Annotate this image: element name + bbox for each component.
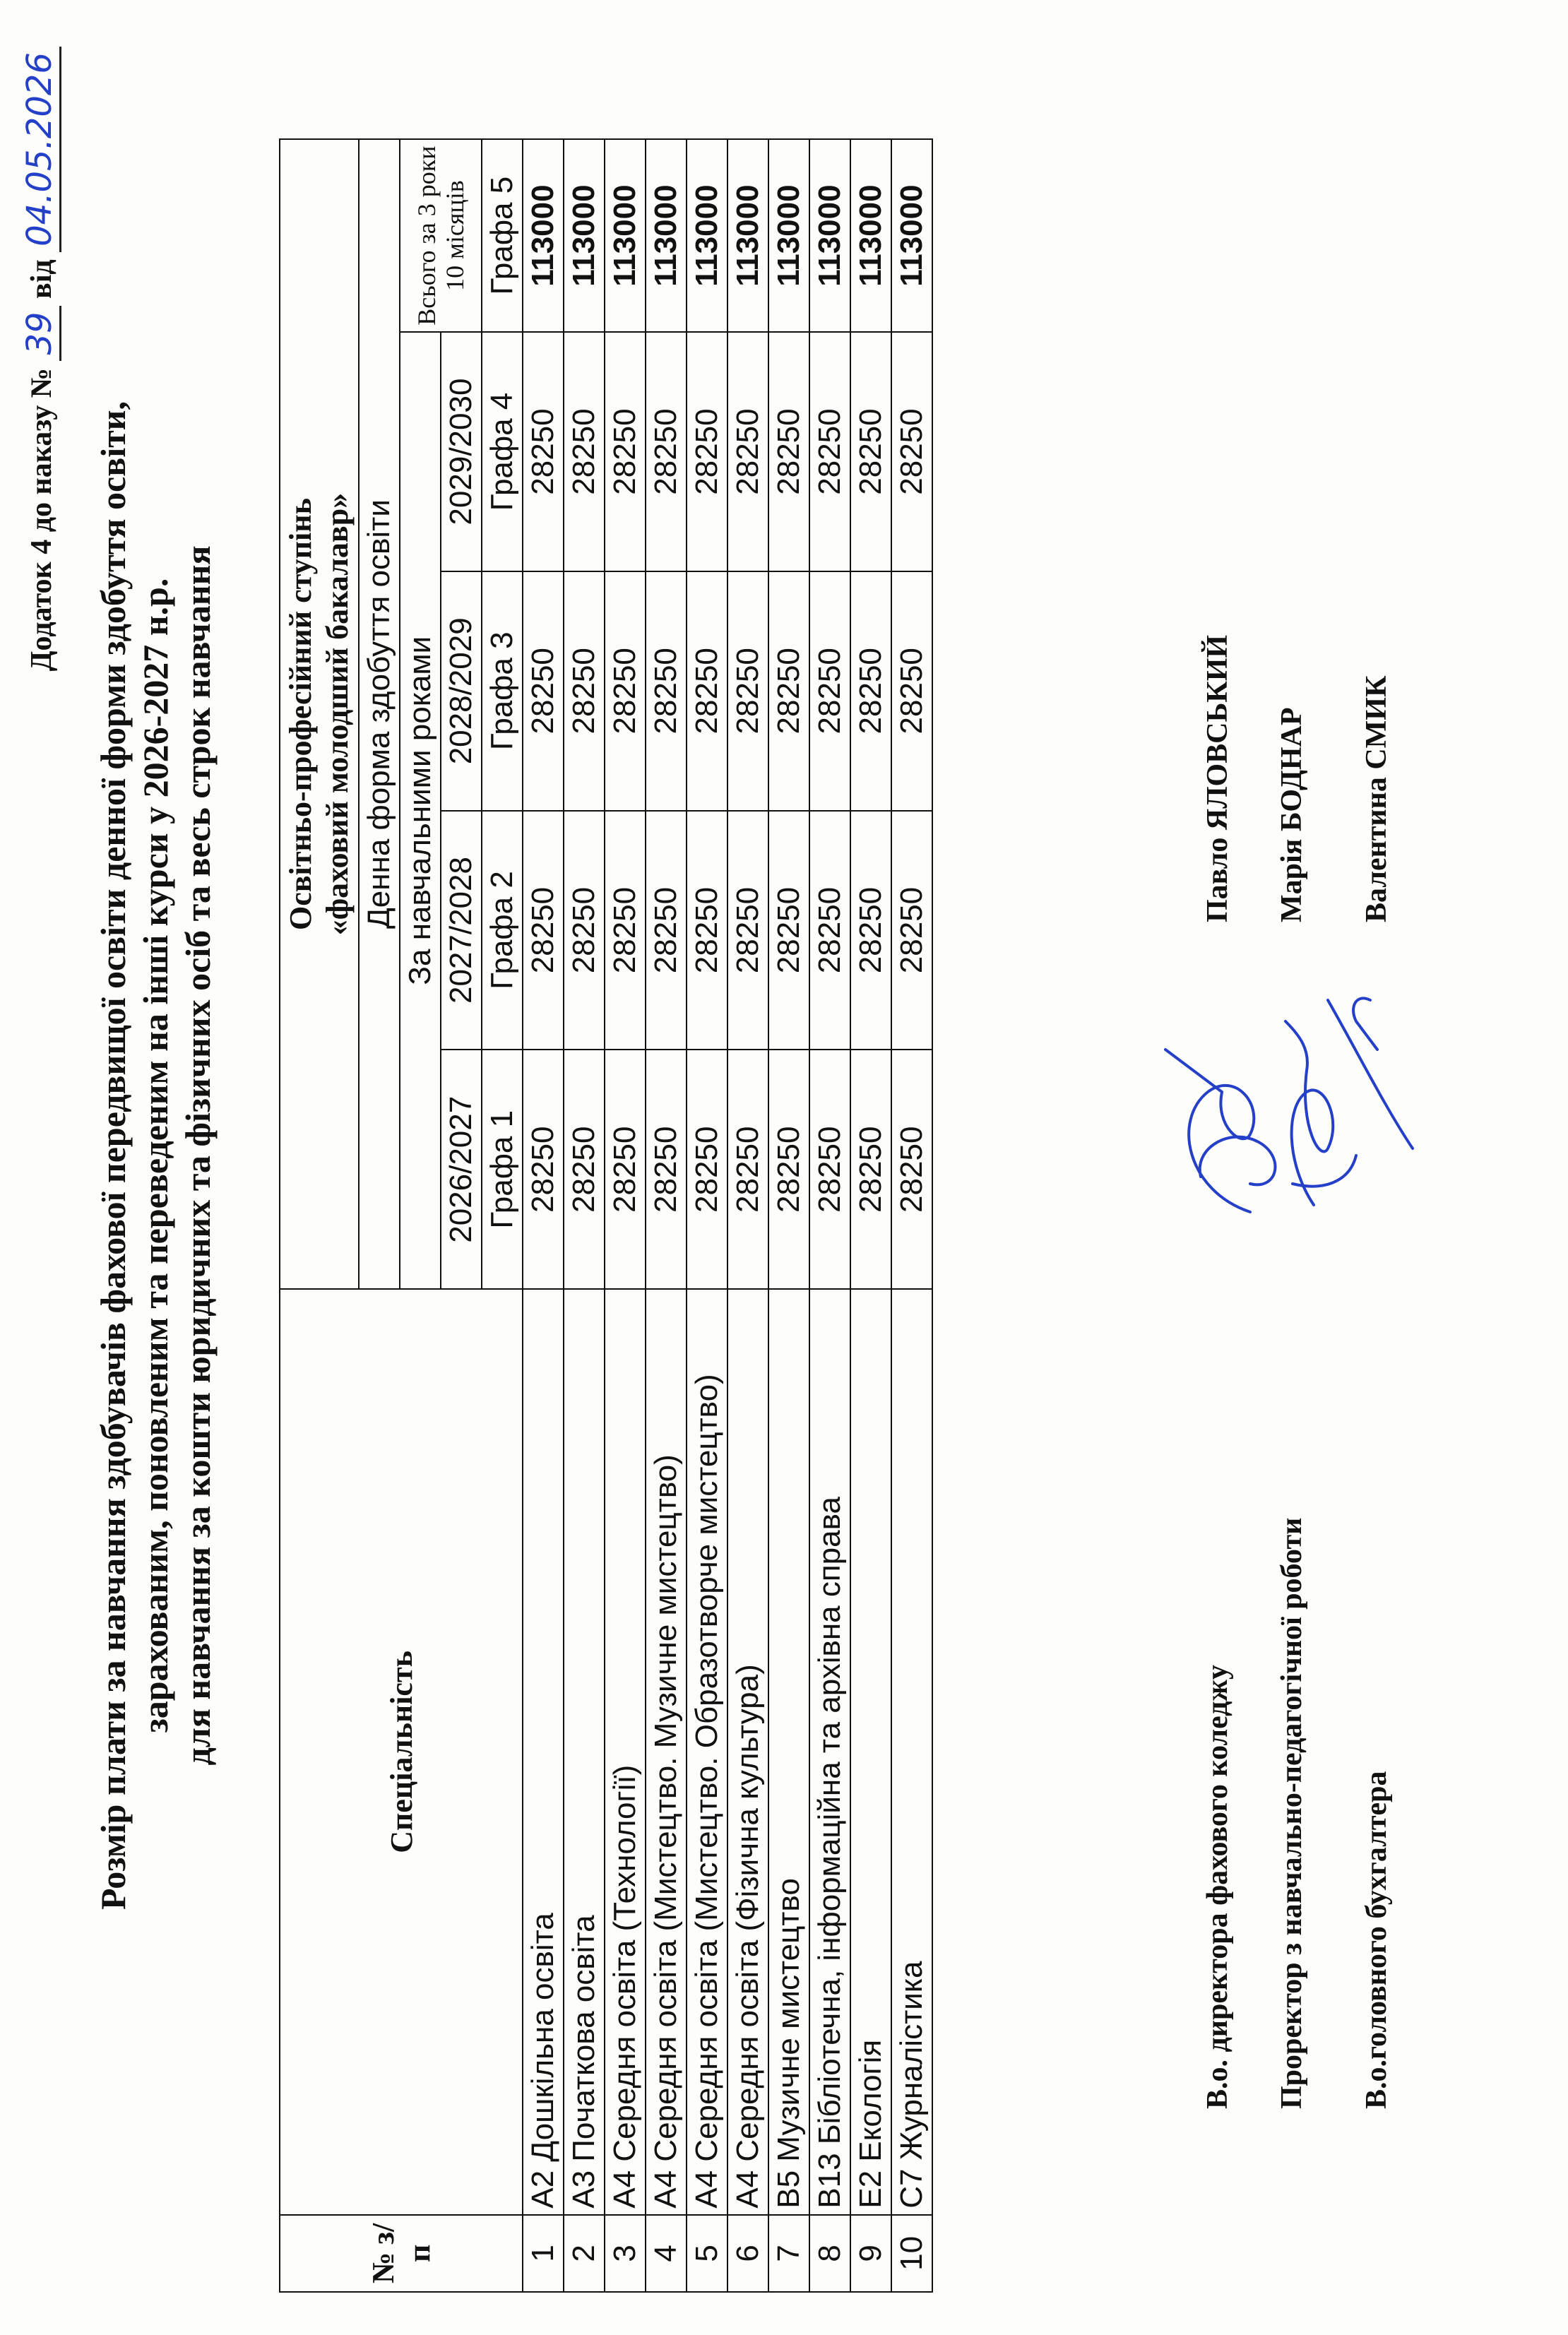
fee-cell: 28250 xyxy=(727,1050,768,1289)
row-number: 8 xyxy=(809,2215,850,2292)
table-row xyxy=(850,139,891,2292)
fee-cell: 28250 xyxy=(891,811,932,1050)
row-number: 5 xyxy=(687,2215,727,2292)
fee-cell: 28250 xyxy=(768,571,809,811)
fee-cell: 28250 xyxy=(768,811,809,1050)
graph-header: Графа 1 xyxy=(482,1050,523,1289)
signature-stroke xyxy=(1328,998,1413,1148)
specialty-cell: В5 Музичне мистецтво xyxy=(768,1289,809,2215)
table-row xyxy=(768,139,809,2292)
table-row xyxy=(687,139,727,2292)
signature-name: Павло ЯЛОВСЬКИЙ xyxy=(1201,634,1234,922)
col-number-header: № з/п xyxy=(280,2215,523,2292)
table-row xyxy=(727,139,768,2292)
fees-table xyxy=(279,138,933,2293)
fee-cell: 28250 xyxy=(768,332,809,571)
fees-table-body xyxy=(523,139,932,2292)
specialty-cell: А2 Дошкільна освіта xyxy=(523,1289,564,2215)
fee-cell: 28250 xyxy=(605,332,646,571)
fee-cell: 28250 xyxy=(727,571,768,811)
fee-cell: 28250 xyxy=(727,332,768,571)
fee-cell: 28250 xyxy=(809,571,850,811)
fee-cell: 28250 xyxy=(850,811,891,1050)
fee-cell: 28250 xyxy=(605,571,646,811)
document-title xyxy=(92,75,219,2236)
total-cell: 113000 xyxy=(605,139,646,332)
row-number: 2 xyxy=(564,2215,605,2292)
table-row xyxy=(605,139,646,2292)
year-header: 2028/2029 xyxy=(441,571,482,811)
annex-prefix: Додаток 4 до наказу № xyxy=(25,368,58,672)
fee-cell: 28250 xyxy=(564,1050,605,1289)
row-number: 4 xyxy=(646,2215,687,2292)
specialty-cell: А4 Середня освіта (Технології) xyxy=(605,1289,646,2215)
year-header: 2026/2027 xyxy=(441,1050,482,1289)
year-header: 2029/2030 xyxy=(441,332,482,571)
handwritten-signatures xyxy=(1144,937,1441,1233)
fee-cell: 28250 xyxy=(605,1050,646,1289)
fee-cell: 28250 xyxy=(564,571,605,811)
title-line-3: для навчання за кошти юридичних та фізичних осіб та весь строк навчання xyxy=(178,545,218,1766)
table-row xyxy=(809,139,850,2292)
specialty-cell: А3 Початкова освіта xyxy=(564,1289,605,2215)
specialty-cell: А4 Середня освіта (Мистецтво. Образотворче мистецтво) xyxy=(687,1289,727,2215)
specialty-cell: А4 Середня освіта (Мистецтво. Музичне мистецтво) xyxy=(646,1289,687,2215)
fee-cell: 28250 xyxy=(646,1050,687,1289)
table-row xyxy=(646,139,687,2292)
specialty-cell: А4 Середня освіта (Фізична культура) xyxy=(727,1289,768,2215)
total-cell: 113000 xyxy=(523,139,564,332)
fee-cell: 28250 xyxy=(605,811,646,1050)
row-number: 3 xyxy=(605,2215,646,2292)
row-number: 9 xyxy=(850,2215,891,2292)
table-row xyxy=(564,139,605,2292)
order-date: 04.05.2026 xyxy=(20,47,61,252)
table-row xyxy=(523,139,564,2292)
total-cell: 113000 xyxy=(646,139,687,332)
fee-cell: 28250 xyxy=(850,1050,891,1289)
fee-cell: 28250 xyxy=(646,571,687,811)
total-cell: 113000 xyxy=(687,139,727,332)
fee-cell: 28250 xyxy=(646,332,687,571)
fee-cell: 28250 xyxy=(891,332,932,571)
row-number: 7 xyxy=(768,2215,809,2292)
fee-cell: 28250 xyxy=(523,811,564,1050)
fee-cell: 28250 xyxy=(687,811,727,1050)
fee-cell: 28250 xyxy=(646,811,687,1050)
fee-cell: 28250 xyxy=(891,1050,932,1289)
fee-cell: 28250 xyxy=(523,1050,564,1289)
signature-role: Проректор з навчально-педагогічної роботи xyxy=(1276,1517,1308,2109)
by-years-header: За навчальними роками xyxy=(400,332,441,1289)
total-cell: 113000 xyxy=(891,139,932,332)
level-header xyxy=(280,139,359,1289)
row-number: 6 xyxy=(727,2215,768,2292)
level-line-2: «фаховий молодший бакалавр» xyxy=(320,492,355,936)
graph-header: Графа 5 xyxy=(482,139,523,332)
fee-cell: 28250 xyxy=(564,332,605,571)
row-number: 10 xyxy=(891,2215,932,2292)
fee-cell: 28250 xyxy=(809,332,850,571)
title-line-1: Розмір плати за навчання здобувачів фахової передвищої освіти денної форми здобуття освіти, xyxy=(93,401,133,1910)
level-line-1: Освітньо-професійний ступінь xyxy=(283,498,318,930)
fee-cell: 28250 xyxy=(687,332,727,571)
total-cell: 113000 xyxy=(727,139,768,332)
graph-header: Графа 3 xyxy=(482,571,523,811)
signature-role: В.о. директора фахового коледжу xyxy=(1201,1665,1234,2109)
fee-cell: 28250 xyxy=(809,1050,850,1289)
fee-cell: 28250 xyxy=(891,571,932,811)
year-header: 2027/2028 xyxy=(441,811,482,1050)
fee-cell: 28250 xyxy=(809,811,850,1050)
graph-header: Графа 2 xyxy=(482,811,523,1050)
signature-name: Марія БОДНАР xyxy=(1276,707,1308,922)
total-cell: 113000 xyxy=(809,139,850,332)
table-row xyxy=(891,139,932,2292)
signature-stroke xyxy=(1285,1021,1333,1205)
fee-cell: 28250 xyxy=(523,332,564,571)
title-line-2: зарахованим, поновленим та переведеним на інші курси у 2026-2027 н.р. xyxy=(136,578,175,1733)
annex-date-word: від xyxy=(25,259,58,299)
fee-cell: 28250 xyxy=(523,571,564,811)
total-cell: 113000 xyxy=(564,139,605,332)
signature-stroke xyxy=(1200,1137,1276,1185)
fee-cell: 28250 xyxy=(768,1050,809,1289)
fee-cell: 28250 xyxy=(850,571,891,811)
fee-cell: 28250 xyxy=(564,811,605,1050)
signature-stroke xyxy=(1165,1050,1254,1212)
order-number: 39 xyxy=(20,306,61,360)
col-specialty-header: Спеціальність xyxy=(280,1289,523,2215)
fee-cell: 28250 xyxy=(850,332,891,571)
signature-role: В.о.головного бухгалтера xyxy=(1360,1771,1393,2109)
fee-cell: 28250 xyxy=(727,811,768,1050)
specialty-cell: Е2 Екологія xyxy=(850,1289,891,2215)
specialty-cell: С7 Журналістика xyxy=(891,1289,932,2215)
total-header: Всього за 3 роки 10 місяців xyxy=(400,139,482,332)
form-header: Денна форма здобуття освіти xyxy=(359,139,400,1289)
fee-cell: 28250 xyxy=(687,571,727,811)
graph-header: Графа 4 xyxy=(482,332,523,571)
signature-name: Валентина СМИК xyxy=(1360,675,1393,922)
row-number: 1 xyxy=(523,2215,564,2292)
annex-header xyxy=(20,47,59,866)
total-cell: 113000 xyxy=(850,139,891,332)
specialty-cell: В13 Бібліотечна, інформаційна та архівна справа xyxy=(809,1289,850,2215)
total-cell: 113000 xyxy=(768,139,809,332)
fee-cell: 28250 xyxy=(687,1050,727,1289)
